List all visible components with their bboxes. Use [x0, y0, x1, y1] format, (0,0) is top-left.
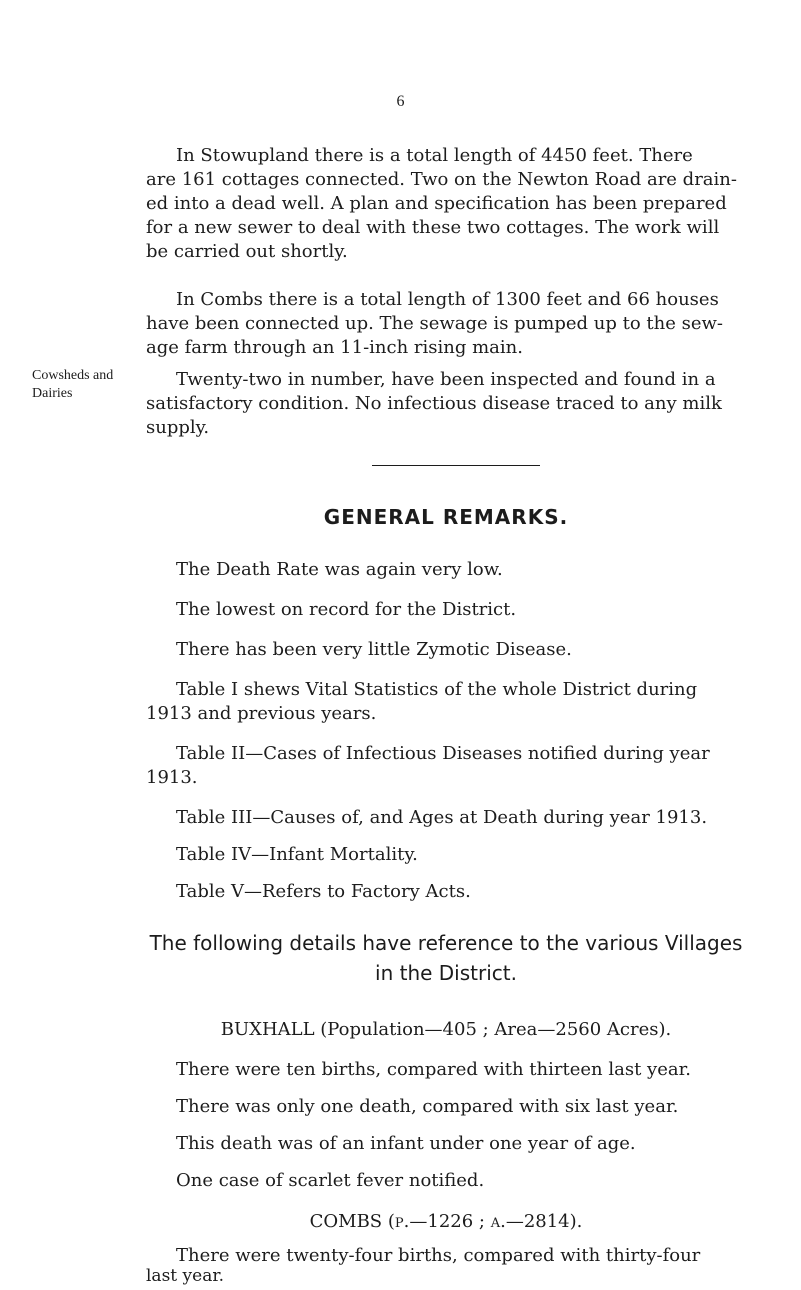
- village-line: There were twenty-four births, compared with thirty-four: [176, 1245, 701, 1266]
- margin-note: [32, 367, 142, 403]
- text-line: are 161 cottages connected. Two on the Newton Road are drain-: [146, 169, 737, 190]
- page-number: 6: [396, 93, 405, 110]
- text-line: for a new sewer to deal with these two cottages. The work will: [146, 217, 720, 238]
- text-line: satisfactory condition. No infectious disease traced to any milk: [146, 393, 722, 414]
- text-line: Twenty-two in number, have been inspected and found in a: [176, 369, 716, 390]
- margin-note-line: Cowsheds and: [32, 368, 114, 383]
- village-title-combs: [146, 1210, 746, 1234]
- villages-intro-line: The following details have reference to the various Villages: [149, 931, 743, 955]
- remark-line: The Death Rate was again very low.: [176, 559, 503, 580]
- general-remarks-heading: GENERAL REMARKS.: [323, 505, 569, 529]
- village-title-buxhall: BUXHALL (Population—405 ; Area—2560 Acres).: [220, 1019, 672, 1040]
- section-divider: [372, 465, 540, 466]
- village-line: There were ten births, compared with thirteen last year.: [176, 1059, 691, 1080]
- village-line: One case of scarlet fever notified.: [176, 1170, 485, 1191]
- text-line: ed into a dead well. A plan and specification has been prepared: [146, 193, 727, 214]
- village-area: a.—2814).: [490, 1211, 583, 1232]
- remark-line: Table IV—Infant Mortality.: [176, 844, 418, 865]
- text-line: be carried out shortly.: [146, 241, 348, 262]
- remark-line: The lowest on record for the District.: [176, 599, 517, 620]
- remark-line: Table V—Refers to Factory Acts.: [176, 881, 471, 902]
- text-line: supply.: [146, 417, 210, 438]
- remark-line: Table II—Cases of Infectious Diseases notified during year: [176, 743, 710, 764]
- villages-intro: [146, 928, 746, 988]
- villages-intro-line: in the District.: [375, 961, 517, 985]
- remark-line: 1913 and previous years.: [146, 703, 377, 724]
- text-line: In Combs there is a total length of 1300 feet and 66 houses: [176, 289, 719, 310]
- remark-line: Table I shews Vital Statistics of the whole District during: [176, 679, 698, 700]
- text-line: have been connected up. The sewage is pumped up to the sew-: [146, 313, 723, 334]
- village-population: (p.—1226 ;: [387, 1211, 485, 1232]
- remark-line: There has been very little Zymotic Disease.: [176, 639, 572, 660]
- village-line: There was only one death, compared with six last year.: [176, 1096, 679, 1117]
- village-line: last year.: [146, 1266, 224, 1286]
- village-line: This death was of an infant under one year of age.: [176, 1133, 636, 1154]
- remark-line: Table III—Causes of, and Ages at Death during year 1913.: [176, 807, 708, 828]
- village-name: COMBS: [309, 1211, 383, 1232]
- remark-line: 1913.: [146, 767, 198, 788]
- margin-note-line: Dairies: [32, 386, 73, 401]
- text-line: In Stowupland there is a total length of 4450 feet. There: [176, 145, 693, 166]
- text-line: age farm through an 11-inch rising main.: [146, 337, 523, 358]
